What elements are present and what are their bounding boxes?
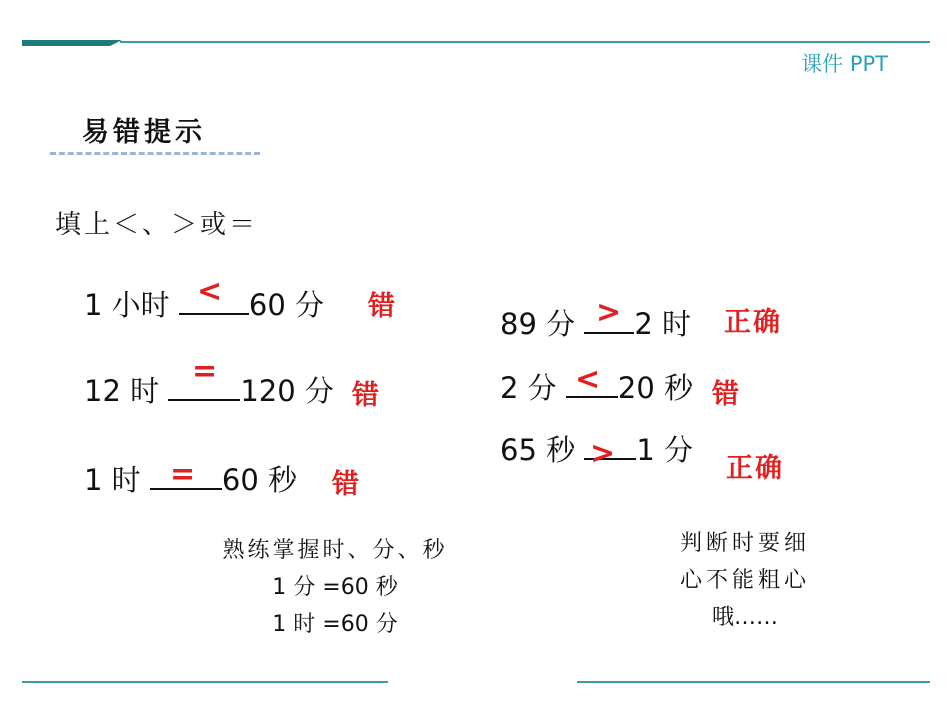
answer-symbol: <	[575, 362, 601, 397]
question-left-term: 1 小时	[84, 288, 170, 322]
header-divider	[120, 41, 930, 43]
answer-symbol: >	[596, 295, 622, 330]
answer-symbol: >	[590, 436, 616, 471]
verdict-mark: 正确	[726, 453, 784, 484]
question-right-term: 2 时	[634, 307, 692, 341]
answer-symbol: <	[197, 274, 223, 309]
verdict-mark: 错	[332, 469, 361, 500]
question-left-term: 2 分	[500, 371, 557, 405]
tip-note-careful	[655, 525, 835, 636]
title-underline	[50, 152, 260, 155]
tip-note-units	[190, 532, 480, 643]
question-right-term: 120 分	[240, 374, 334, 408]
tip-line: 1 时 =60 分	[272, 612, 398, 637]
footer-divider-left	[22, 681, 388, 683]
tip-line: 判断时要细	[679, 531, 810, 556]
question-right-term: 20 秒	[617, 371, 694, 405]
tip-line: 熟练掌握时、分、秒	[222, 538, 448, 563]
verdict-mark: 错	[368, 291, 397, 322]
answer-symbol: =	[192, 354, 218, 389]
question-left-term: 12 时	[84, 374, 160, 408]
instruction-text: 填上＜、＞或＝	[55, 210, 259, 240]
question-left-term: 89 分	[500, 307, 576, 341]
question-left-term: 65 秒	[500, 433, 576, 467]
question-left-term: 1 时	[84, 463, 141, 497]
verdict-mark: 错	[712, 379, 741, 410]
verdict-mark: 错	[352, 380, 381, 411]
verdict-mark: 正确	[724, 307, 782, 338]
answer-symbol: =	[170, 457, 196, 492]
tip-line: 心不能粗心	[679, 568, 810, 593]
brand-label: 课件 PPT	[801, 52, 888, 76]
question-right-term: 60 秒	[221, 463, 298, 497]
tip-line: 1 分 =60 秒	[272, 575, 398, 600]
section-title: 易错提示	[82, 117, 206, 148]
tip-line: 哦……	[711, 605, 778, 630]
question-right-term: 1 分	[636, 433, 694, 467]
header-accent-bar	[22, 40, 122, 46]
question-right-term: 60 分	[248, 288, 325, 322]
footer-divider-right	[577, 681, 930, 683]
